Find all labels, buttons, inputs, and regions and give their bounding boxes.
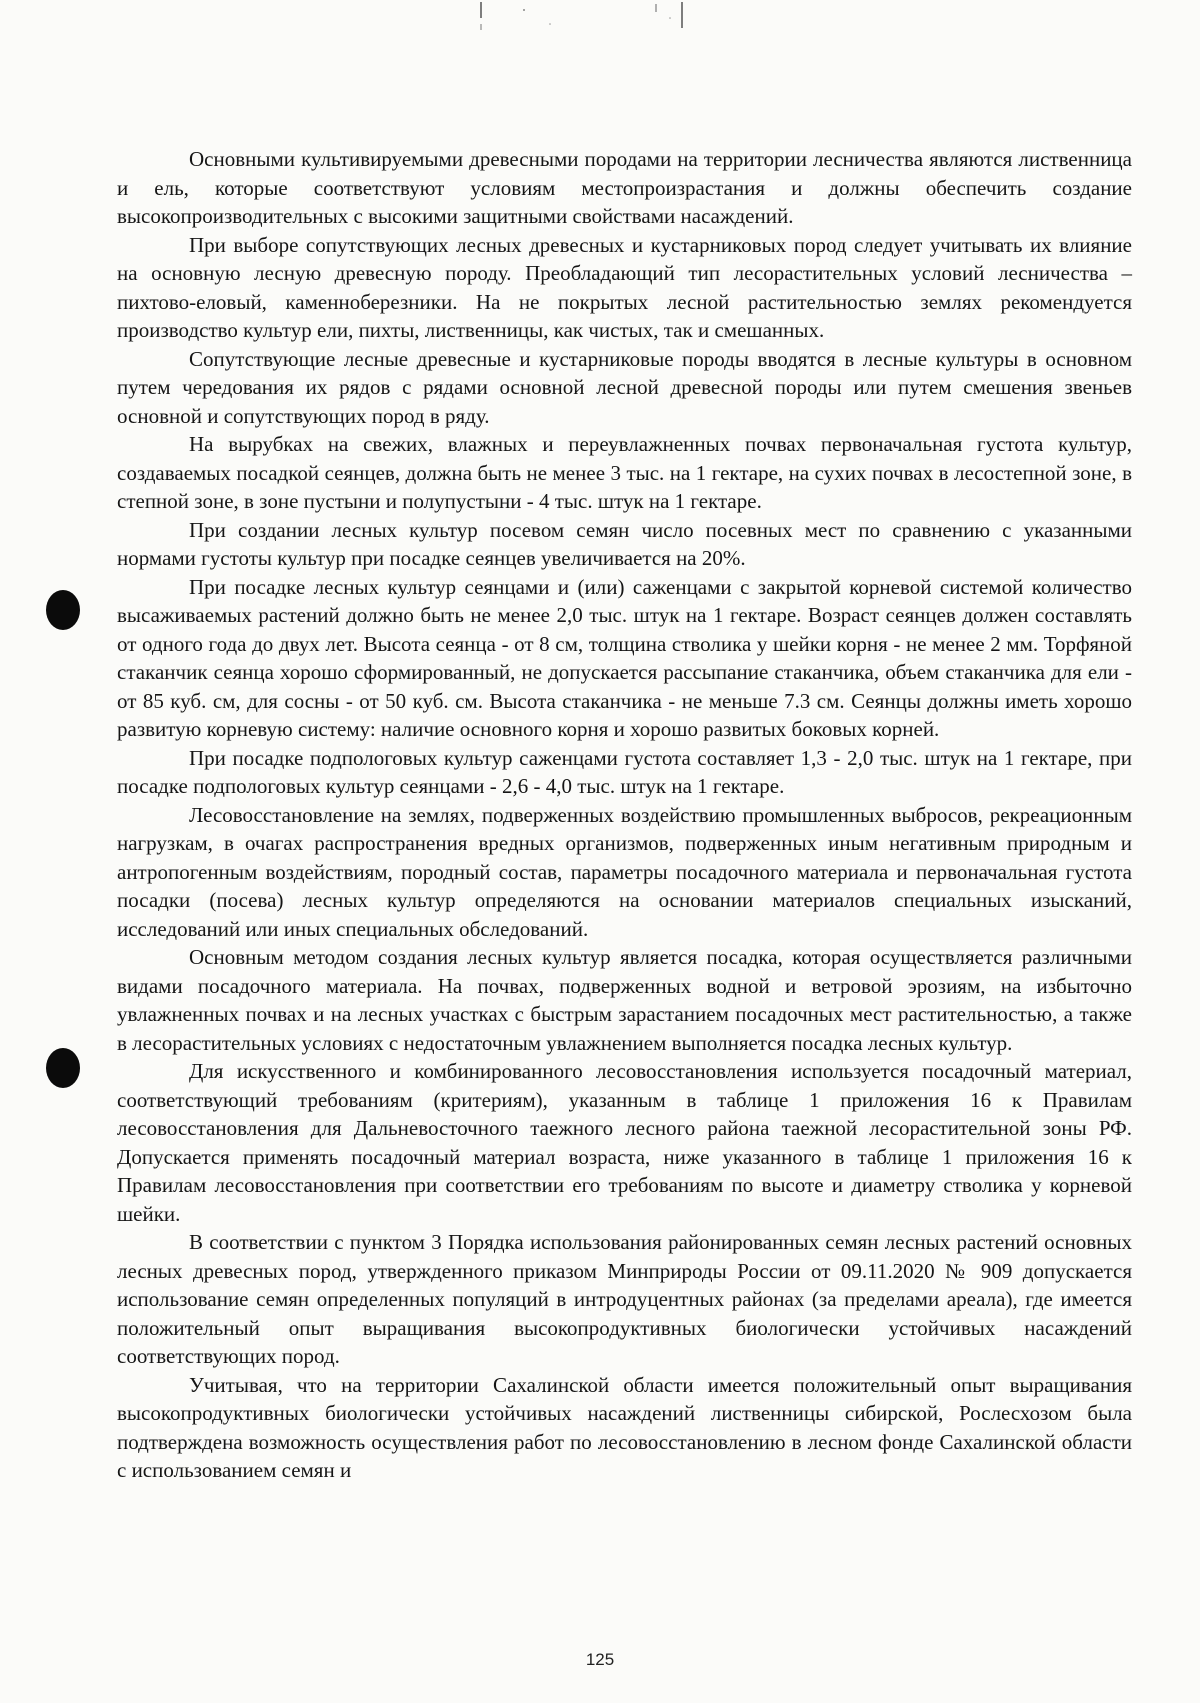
paragraph-3: Сопутствующие лесные древесные и кустарниковые породы вводятся в лесные культуры в основном путем чередования их рядов с рядами основной лесной древесной породы или путем смешения звеньев основной и сопутствующих пород в ряду. — [117, 346, 1132, 428]
scan-specks — [480, 0, 760, 50]
paragraph-10: Для искусственного и комбинированного лесовосстановления используется посадочный материал, соответствующий требованиям (критериям), указанным в таблице 1 приложения 16 к Правилам лесовосстановления для Дальневосточного таежного лесного района таежной лесорастительной зоны РФ. Допускается применять посадочный материал возраста, ниже указанного в таблице 1 приложения 16 к Правилам лесовосстановления при соответствии его требованиям по высоте и диаметру стволика у корневой шейки. — [117, 1059, 1132, 1226]
paragraph-5: При создании лесных культур посевом семян число посевных мест по сравнению с указанными нормами густоты культур при посадке сеянцев увеличивается на 20%. — [117, 517, 1132, 570]
paragraph-4: На вырубках на свежих, влажных и переувлажненных почвах первоначальная густота культур, создаваемых посадкой сеянцев, должна быть не менее 3 тыс. на 1 гектаре, на сухих почвах в лесостепной зоне, в степной зоне, в зоне пустыни и полупустыни - 4 тыс. штук на 1 гектаре. — [117, 432, 1132, 513]
paragraph-8: Лесовосстановление на землях, подверженных воздействию промышленных выбросов, рекреационным нагрузкам, в очагах распространения вредных организмов, подверженных иным негативным природным и антропогенным воздействиям, породный состав, параметры посадочного материала и первоначальная густота посадки (посева) лесных культур определяются на основании материалов специальных изысканий, исследований или иных специальных обследований. — [117, 802, 1132, 941]
paragraph-9: Основным методом создания лесных культур является посадка, которая осуществляется различными видами посадочного материала. На почвах, подверженных водной и ветровой эрозиям, на избыточно увлажненных почвах и на лесных участках с быстрым зарастанием посадочных мест растительностью, а также в лесорастительных условиях с недостаточным увлажнением выполняется посадка лесных культур. — [117, 945, 1132, 1055]
document-body — [117, 145, 1132, 1485]
paragraph-11: В соответствии с пунктом 3 Порядка использования районированных семян лесных растений основных лесных древесных пород, утвержденного приказом Минприроды России от 09.11.2020 № 909 допускается использование семян определенных популяций в интродуцентных районах (за пределами ареала), где имеется положительный опыт выращивания высокопродуктивных биологически устойчивых насаждений соответствующих пород. — [117, 1230, 1132, 1368]
punch-hole-upper — [46, 590, 80, 630]
paragraph-2: При выборе сопутствующих лесных древесных и кустарниковых пород следует учитывать их влияние на основную лесную древесную породу. Преобладающий тип лесорастительных условий лесничества – пихтово-еловый, каменноберезники. На не покрытых лесной растительностью землях рекомендуется производство культур ели, пихты, лиственницы, как чистых, так и смешанных. — [117, 232, 1132, 342]
paragraph-7: При посадке подпологовых культур саженцами густота составляет 1,3 - 2,0 тыс. штук на 1 гектаре, при посадке подпологовых культур сеянцами - 2,6 - 4,0 тыс. штук на 1 гектаре. — [117, 745, 1132, 798]
page-number: 125 — [585, 1650, 615, 1669]
paragraph-1: Основными культивируемыми древесными породами на территории лесничества являются лиственница и ель, которые соответствуют условиям местопроизрастания и должны обеспечить создание высокопроизводительных с высокими защитными свойствами насаждений. — [117, 147, 1132, 228]
paragraph-12: Учитывая, что на территории Сахалинской области имеется положительный опыт выращивания высокопродуктивных биологически устойчивых насаждений лиственницы сибирской, Рослесхозом была подтверждена возможность осуществления работ по лесовосстановлению в лесном фонде Сахалинской области с использованием семян и — [117, 1372, 1132, 1482]
punch-hole-lower — [46, 1048, 80, 1088]
paragraph-6: При посадке лесных культур сеянцами и (или) саженцами с закрытой корневой системой количество высаживаемых растений должно быть не менее 2,0 тыс. штук на 1 гектаре. Возраст сеянцев должен составлять от одного года до двух лет. Высота сеянца - от 8 см, толщина стволика у шейки корня - не менее 2 мм. Торфяной стаканчик сеянца хорошо сформированный, не допускается рассыпание стаканчика, объем стаканчика для ели - от 85 куб. см, для сосны - от 50 куб. см. Высота стаканчика - не меньше 7.3 см. Сеянцы должны иметь хорошо развитую корневую систему: наличие основного корня и хорошо развитых боковых корней. — [117, 574, 1132, 741]
